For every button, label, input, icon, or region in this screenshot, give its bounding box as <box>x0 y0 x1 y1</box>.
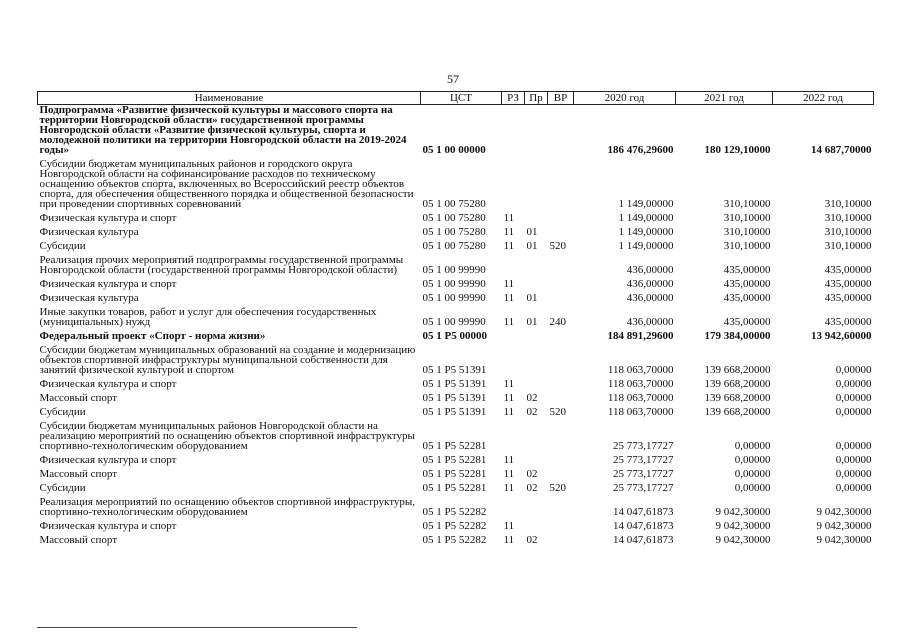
row-amount-2021: 435,00000 <box>723 292 771 304</box>
row-pr: 02 <box>526 482 538 494</box>
table-row <box>38 379 874 393</box>
row-cst: 05 1 P5 51391 <box>422 406 487 418</box>
table-body <box>38 105 874 550</box>
row-amount-2022: 9 042,30000 <box>816 534 872 546</box>
row-vr <box>548 421 574 455</box>
row-cst: 05 1 P5 52282 <box>422 506 487 518</box>
table-row <box>38 307 874 331</box>
row-cst: 05 1 P5 52281 <box>422 482 487 494</box>
row-vr <box>548 293 574 307</box>
row-amount-2021: 139 668,20000 <box>704 364 771 376</box>
row-vr <box>548 331 574 345</box>
row-rz <box>502 255 525 279</box>
row-amount-2020: 436,00000 <box>626 292 674 304</box>
row-amount-2020: 184 891,29600 <box>607 330 674 342</box>
row-amount-2020: 436,00000 <box>626 264 674 276</box>
row-name: Физическая культура и спорт <box>39 212 177 224</box>
row-amount-2022: 14 687,70000 <box>811 144 872 156</box>
row-cst: 05 1 P5 52281 <box>422 454 487 466</box>
table-row <box>38 159 874 213</box>
row-cst: 05 1 P5 51391 <box>422 364 487 376</box>
table-row <box>38 255 874 279</box>
row-vr: 240 <box>549 316 566 328</box>
row-amount-2020: 1 149,00000 <box>618 212 674 224</box>
row-amount-2021: 0,00000 <box>734 454 771 466</box>
row-amount-2021: 180 129,10000 <box>704 144 771 156</box>
row-rz: 11 <box>503 468 515 480</box>
row-amount-2021: 310,10000 <box>723 226 771 238</box>
row-vr <box>548 521 574 535</box>
row-rz <box>502 331 525 345</box>
header-vr: ВР <box>548 92 574 105</box>
page-number: 57 <box>447 72 459 86</box>
row-vr <box>548 497 574 521</box>
row-vr <box>548 279 574 293</box>
row-rz: 11 <box>503 316 515 328</box>
footer-divider <box>37 627 357 628</box>
row-vr <box>548 393 574 407</box>
row-pr: 02 <box>526 468 538 480</box>
row-rz: 11 <box>503 520 515 532</box>
row-amount-2021: 139 668,20000 <box>704 406 771 418</box>
row-amount-2022: 0,00000 <box>835 468 872 480</box>
row-cst: 05 1 00 75280 <box>422 240 486 252</box>
row-vr <box>548 213 574 227</box>
row-cst: 05 1 P5 52281 <box>422 468 487 480</box>
table-row <box>38 105 874 160</box>
row-name: Федеральный проект «Спорт - норма жизни» <box>39 330 266 342</box>
row-vr <box>548 345 574 379</box>
table-header-row <box>38 92 874 105</box>
table-row <box>38 279 874 293</box>
row-amount-2022: 435,00000 <box>824 278 872 290</box>
row-cst: 05 1 P5 51391 <box>422 392 487 404</box>
header-2022: 2022 год <box>773 92 874 105</box>
row-name: Физическая культура <box>39 292 139 304</box>
row-pr <box>525 279 548 293</box>
row-name: Субсидии бюджетам муниципальных районов и городского округа Новгородской области на софинансирование расходов по техническому оснащению объектов спорта, включенных во Всероссийский реестр объектов спорта, для обеспечения общественного порядка и общественной безопасности при проведении спортивных соревнований <box>39 158 414 210</box>
row-amount-2022: 310,10000 <box>824 198 872 210</box>
row-amount-2021: 0,00000 <box>734 482 771 494</box>
row-pr: 02 <box>526 392 538 404</box>
row-amount-2021: 0,00000 <box>734 468 771 480</box>
row-name: Массовый спорт <box>39 468 118 480</box>
row-amount-2020: 25 773,17727 <box>613 454 674 466</box>
row-rz: 11 <box>503 454 515 466</box>
row-cst: 05 1 P5 52282 <box>422 520 487 532</box>
row-amount-2021: 9 042,30000 <box>715 534 771 546</box>
row-amount-2022: 9 042,30000 <box>816 506 872 518</box>
row-rz: 11 <box>503 278 515 290</box>
row-name: Субсидии <box>39 482 86 494</box>
row-amount-2020: 186 476,29600 <box>607 144 674 156</box>
row-name: Физическая культура и спорт <box>39 378 177 390</box>
row-amount-2022: 435,00000 <box>824 292 872 304</box>
row-amount-2021: 310,10000 <box>723 198 771 210</box>
row-cst: 05 1 P5 00000 <box>422 330 487 342</box>
row-amount-2021: 9 042,30000 <box>715 520 771 532</box>
table-row <box>38 331 874 345</box>
row-name: Иные закупки товаров, работ и услуг для обеспечения государственных (муниципальных) нужд <box>39 306 377 328</box>
row-rz: 11 <box>503 240 515 252</box>
header-pr: Пр <box>525 92 548 105</box>
row-cst: 05 1 00 00000 <box>422 144 486 156</box>
row-rz <box>502 421 525 455</box>
row-amount-2020: 14 047,61873 <box>613 534 674 546</box>
row-cst: 05 1 P5 52281 <box>422 440 487 452</box>
row-amount-2022: 0,00000 <box>835 378 872 390</box>
row-pr <box>525 345 548 379</box>
row-amount-2022: 310,10000 <box>824 240 872 252</box>
row-amount-2022: 310,10000 <box>824 212 872 224</box>
row-rz: 11 <box>503 406 515 418</box>
row-amount-2021: 435,00000 <box>723 278 771 290</box>
row-amount-2021: 435,00000 <box>723 316 771 328</box>
row-amount-2022: 0,00000 <box>835 406 872 418</box>
row-amount-2020: 14 047,61873 <box>613 520 674 532</box>
header-cst: ЦСТ <box>421 92 502 105</box>
row-pr: 01 <box>526 226 538 238</box>
row-amount-2022: 310,10000 <box>824 226 872 238</box>
budget-table <box>37 91 874 549</box>
row-pr <box>525 331 548 345</box>
row-amount-2020: 118 063,70000 <box>607 392 674 404</box>
row-vr <box>548 105 574 160</box>
row-rz: 11 <box>503 226 515 238</box>
row-vr: 520 <box>549 406 566 418</box>
header-rz: РЗ <box>502 92 525 105</box>
row-amount-2022: 0,00000 <box>835 454 872 466</box>
row-amount-2020: 118 063,70000 <box>607 406 674 418</box>
row-vr <box>548 455 574 469</box>
row-amount-2021: 310,10000 <box>723 212 771 224</box>
row-cst: 05 1 P5 51391 <box>422 378 487 390</box>
table-row <box>38 455 874 469</box>
row-amount-2022: 13 942,60000 <box>811 330 872 342</box>
row-cst: 05 1 00 75280 <box>422 198 486 210</box>
row-rz: 11 <box>503 392 515 404</box>
table-row <box>38 483 874 497</box>
row-cst: 05 1 00 99990 <box>422 292 486 304</box>
row-pr <box>525 159 548 213</box>
row-vr <box>548 535 574 549</box>
row-amount-2022: 0,00000 <box>835 440 872 452</box>
row-amount-2021: 139 668,20000 <box>704 392 771 404</box>
row-amount-2020: 14 047,61873 <box>613 506 674 518</box>
row-cst: 05 1 P5 52282 <box>422 534 487 546</box>
row-pr <box>525 455 548 469</box>
table-row <box>38 469 874 483</box>
table-row <box>38 497 874 521</box>
table-row <box>38 293 874 307</box>
row-amount-2020: 1 149,00000 <box>618 198 674 210</box>
row-amount-2020: 1 149,00000 <box>618 240 674 252</box>
row-rz: 11 <box>503 212 515 224</box>
table-row <box>38 213 874 227</box>
row-pr <box>525 421 548 455</box>
row-vr <box>548 379 574 393</box>
row-amount-2020: 25 773,17727 <box>613 482 674 494</box>
row-amount-2021: 0,00000 <box>734 440 771 452</box>
row-pr: 02 <box>526 534 538 546</box>
row-pr <box>525 521 548 535</box>
table-row <box>38 521 874 535</box>
row-rz <box>502 105 525 160</box>
table-row <box>38 227 874 241</box>
row-amount-2020: 436,00000 <box>626 278 674 290</box>
row-name: Физическая культура и спорт <box>39 278 177 290</box>
row-pr: 02 <box>526 406 538 418</box>
row-amount-2020: 436,00000 <box>626 316 674 328</box>
row-name: Реализация мероприятий по оснащению объектов спортивной инфраструктуры, спортивно-технологическим оборудованием <box>39 496 416 518</box>
row-name: Субсидии <box>39 406 86 418</box>
row-amount-2022: 9 042,30000 <box>816 520 872 532</box>
row-amount-2021: 139 668,20000 <box>704 378 771 390</box>
row-vr: 520 <box>549 482 566 494</box>
row-cst: 05 1 00 99990 <box>422 278 486 290</box>
row-amount-2021: 435,00000 <box>723 264 771 276</box>
row-cst: 05 1 00 75280 <box>422 226 486 238</box>
row-amount-2020: 25 773,17727 <box>613 440 674 452</box>
header-2020: 2020 год <box>574 92 676 105</box>
row-amount-2021: 310,10000 <box>723 240 771 252</box>
row-name: Субсидии бюджетам муниципальных районов Новгородской области на реализацию мероприятий по оснащению объектов спортивной инфраструктуры спортивно-технологическим оборудованием <box>39 420 415 452</box>
row-amount-2022: 0,00000 <box>835 482 872 494</box>
row-name: Субсидии <box>39 240 86 252</box>
row-name: Физическая культура и спорт <box>39 520 177 532</box>
row-cst: 05 1 00 75280 <box>422 212 486 224</box>
row-name: Подпрограмма «Развитие физической культуры и массового спорта на территории Новгородской области» государственной программы Новгородской области «Развитие физической культуры, спорта и молодежной политики на территории Новгородской области на 2019-2024 годы» <box>39 104 407 156</box>
row-rz <box>502 497 525 521</box>
row-name: Субсидии бюджетам муниципальных образований на создание и модернизацию объектов спортивной инфраструктуры муниципальной собственности для занятий физической культурой и спортом <box>39 344 416 376</box>
row-amount-2021: 9 042,30000 <box>715 506 771 518</box>
row-amount-2021: 179 384,00000 <box>704 330 771 342</box>
row-amount-2022: 435,00000 <box>824 316 872 328</box>
row-amount-2022: 435,00000 <box>824 264 872 276</box>
row-name: Физическая культура и спорт <box>39 454 177 466</box>
row-vr <box>548 159 574 213</box>
row-name: Реализация прочих мероприятий подпрограммы государственной программы Новгородской области (государственной программы Новгородской области) <box>39 254 404 276</box>
row-vr: 520 <box>549 240 566 252</box>
row-amount-2022: 0,00000 <box>835 392 872 404</box>
row-rz: 11 <box>503 482 515 494</box>
row-cst: 05 1 00 99990 <box>422 264 486 276</box>
row-rz <box>502 345 525 379</box>
table-row <box>38 535 874 549</box>
row-cst: 05 1 00 99990 <box>422 316 486 328</box>
row-name: Массовый спорт <box>39 392 118 404</box>
row-amount-2020: 25 773,17727 <box>613 468 674 480</box>
row-name: Физическая культура <box>39 226 139 238</box>
row-pr: 01 <box>526 292 538 304</box>
table-row <box>38 407 874 421</box>
row-name: Массовый спорт <box>39 534 118 546</box>
header-2021: 2021 год <box>676 92 773 105</box>
table-row <box>38 421 874 455</box>
row-vr <box>548 469 574 483</box>
row-pr: 01 <box>526 316 538 328</box>
row-rz <box>502 159 525 213</box>
row-vr <box>548 255 574 279</box>
row-vr <box>548 227 574 241</box>
row-amount-2020: 118 063,70000 <box>607 364 674 376</box>
table-row <box>38 345 874 379</box>
row-rz: 11 <box>503 292 515 304</box>
row-amount-2020: 118 063,70000 <box>607 378 674 390</box>
row-pr: 01 <box>526 240 538 252</box>
row-rz: 11 <box>503 378 515 390</box>
row-pr <box>525 213 548 227</box>
row-amount-2020: 1 149,00000 <box>618 226 674 238</box>
header-name: Наименование <box>38 92 421 105</box>
row-rz: 11 <box>503 534 515 546</box>
table-row <box>38 393 874 407</box>
row-pr <box>525 379 548 393</box>
table-row <box>38 241 874 255</box>
row-amount-2022: 0,00000 <box>835 364 872 376</box>
row-pr <box>525 105 548 160</box>
row-pr <box>525 497 548 521</box>
row-pr <box>525 255 548 279</box>
